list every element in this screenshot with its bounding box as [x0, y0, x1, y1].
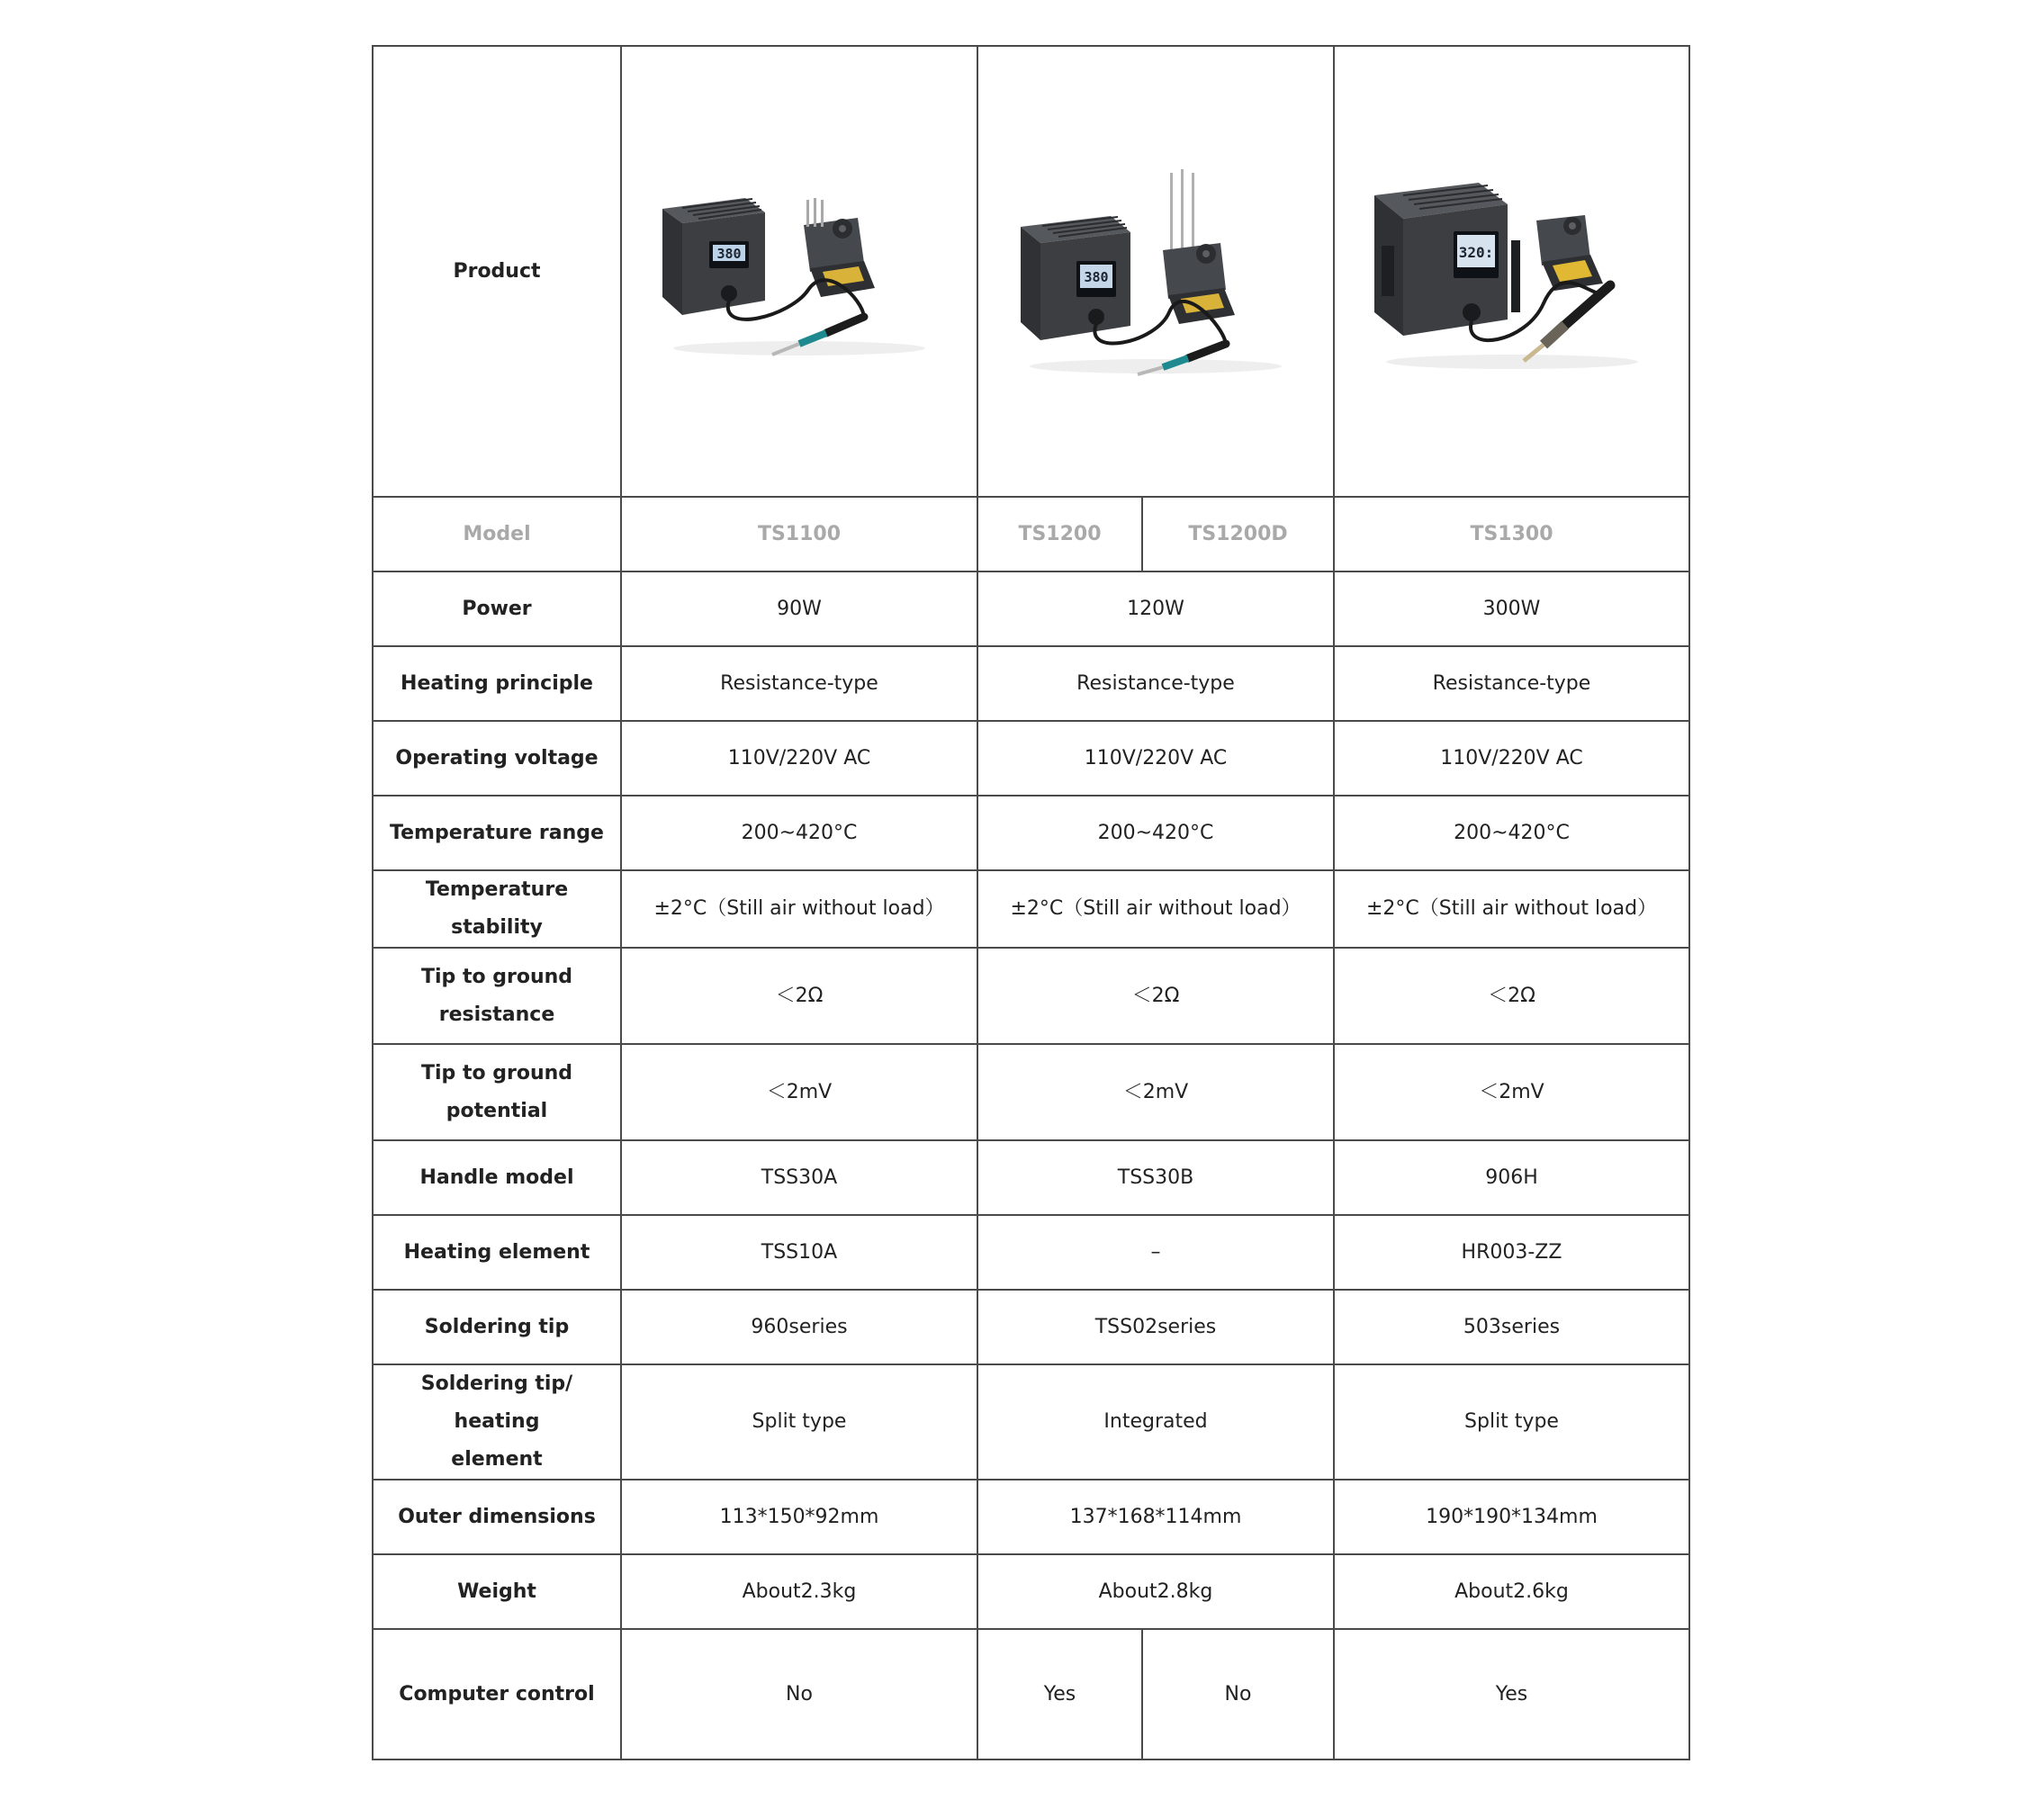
product-label: Product	[373, 46, 621, 497]
computer-control-row	[373, 1629, 1689, 1760]
temperature-range-label: Temperature range	[373, 796, 621, 870]
product-row	[373, 46, 1689, 497]
tip-ground-resistance-label-line2: resistance	[438, 1003, 555, 1026]
temperature-range-row	[373, 796, 1689, 870]
tip-ground-potential-ts1300: ＜2mV	[1334, 1044, 1689, 1140]
operating-voltage-ts1200: 110V/220V AC	[977, 721, 1334, 796]
tip-ground-resistance-row	[373, 948, 1689, 1044]
temperature-range-ts1300: 200~420°C	[1334, 796, 1689, 870]
power-ts1300: 300W	[1334, 572, 1689, 646]
tip-element-ts1200: Integrated	[977, 1364, 1334, 1480]
model-ts1200: TS1200	[977, 497, 1142, 572]
computer-control-ts1200d: No	[1142, 1629, 1334, 1760]
power-ts1100: 90W	[621, 572, 977, 646]
ts1100-display-text: 380	[716, 245, 742, 262]
temperature-stability-ts1200: ±2°C（Still air without load）	[977, 870, 1334, 948]
tip-ground-potential-row	[373, 1044, 1689, 1140]
tip-element-label-line1: Soldering tip/ heating	[420, 1372, 573, 1433]
tip-element-row	[373, 1364, 1689, 1480]
power-label: Power	[373, 572, 621, 646]
heating-principle-label: Heating principle	[373, 646, 621, 721]
soldering-station-ts1300-image	[1373, 168, 1652, 375]
outer-dimensions-ts1200: 137*168*114mm	[977, 1480, 1334, 1554]
tip-element-ts1300: Split type	[1334, 1364, 1689, 1480]
heating-principle-row	[373, 646, 1689, 721]
tip-ground-resistance-ts1200: ＜2Ω	[977, 948, 1334, 1044]
operating-voltage-label: Operating voltage	[373, 721, 621, 796]
handle-model-ts1300: 906H	[1334, 1140, 1689, 1215]
outer-dimensions-ts1300: 190*190*134mm	[1334, 1480, 1689, 1554]
soldering-tip-ts1300: 503series	[1334, 1290, 1689, 1364]
temperature-range-ts1200: 200~420°C	[977, 796, 1334, 870]
tip-ground-potential-ts1200: ＜2mV	[977, 1044, 1334, 1140]
temperature-stability-ts1300: ±2°C（Still air without load）	[1334, 870, 1689, 948]
weight-row	[373, 1554, 1689, 1629]
power-row	[373, 572, 1689, 646]
computer-control-ts1100: No	[621, 1629, 977, 1760]
handle-model-label: Handle model	[373, 1140, 621, 1215]
tip-ground-potential-ts1100: ＜2mV	[621, 1044, 977, 1140]
operating-voltage-ts1300: 110V/220V AC	[1334, 721, 1689, 796]
tip-ground-resistance-label-line1: Tip to ground	[420, 965, 573, 988]
heating-element-ts1300: HR003-ZZ	[1334, 1215, 1689, 1290]
temperature-stability-row	[373, 870, 1689, 948]
tip-ground-resistance-ts1300: ＜2Ω	[1334, 948, 1689, 1044]
computer-control-ts1200: Yes	[977, 1629, 1142, 1760]
ts1300-display-text: 320:	[1458, 243, 1493, 261]
tip-element-label	[373, 1364, 621, 1480]
tip-element-ts1100: Split type	[621, 1364, 977, 1480]
tip-ground-potential-label	[373, 1044, 621, 1140]
temperature-range-ts1100: 200~420°C	[621, 796, 977, 870]
power-ts1200: 120W	[977, 572, 1334, 646]
soldering-station-ts1100-image	[655, 182, 943, 362]
soldering-station-ts1200-image	[1012, 164, 1300, 380]
outer-dimensions-ts1100: 113*150*92mm	[621, 1480, 977, 1554]
soldering-tip-ts1200: TSS02series	[977, 1290, 1334, 1364]
temperature-stability-ts1100: ±2°C（Still air without load）	[621, 870, 977, 948]
model-ts1300: TS1300	[1334, 497, 1689, 572]
computer-control-ts1300: Yes	[1334, 1629, 1689, 1760]
handle-model-row	[373, 1140, 1689, 1215]
outer-dimensions-label: Outer dimensions	[373, 1480, 621, 1554]
spec-comparison-table	[372, 45, 1690, 1760]
operating-voltage-row	[373, 721, 1689, 796]
model-ts1100: TS1100	[621, 497, 977, 572]
weight-label: Weight	[373, 1554, 621, 1629]
soldering-tip-row	[373, 1290, 1689, 1364]
tip-ground-resistance-ts1100: ＜2Ω	[621, 948, 977, 1044]
tip-ground-resistance-label	[373, 948, 621, 1044]
computer-control-label: Computer control	[373, 1629, 621, 1760]
model-ts1200d: TS1200D	[1142, 497, 1334, 572]
heating-principle-ts1300: Resistance-type	[1334, 646, 1689, 721]
product-image-ts1100	[621, 46, 977, 497]
handle-model-ts1200: TSS30B	[977, 1140, 1334, 1215]
model-label: Model	[373, 497, 621, 572]
tip-ground-potential-label-line1: Tip to ground	[420, 1061, 573, 1084]
handle-model-ts1100: TSS30A	[621, 1140, 977, 1215]
tip-ground-potential-label-line2: potential	[446, 1099, 548, 1122]
heating-principle-ts1100: Resistance-type	[621, 646, 977, 721]
soldering-tip-label: Soldering tip	[373, 1290, 621, 1364]
weight-ts1100: About2.3kg	[621, 1554, 977, 1629]
weight-ts1200: About2.8kg	[977, 1554, 1334, 1629]
product-image-ts1300	[1334, 46, 1689, 497]
model-row	[373, 497, 1689, 572]
ts1200-display-text: 380	[1084, 268, 1109, 285]
tip-element-label-line2: element	[451, 1448, 543, 1471]
product-image-ts1200	[977, 46, 1334, 497]
soldering-tip-ts1100: 960series	[621, 1290, 977, 1364]
temperature-stability-label: Temperature stability	[373, 870, 621, 948]
heating-element-ts1100: TSS10A	[621, 1215, 977, 1290]
outer-dimensions-row	[373, 1480, 1689, 1554]
heating-element-label: Heating element	[373, 1215, 621, 1290]
heating-principle-ts1200: Resistance-type	[977, 646, 1334, 721]
weight-ts1300: About2.6kg	[1334, 1554, 1689, 1629]
heating-element-ts1200: –	[977, 1215, 1334, 1290]
heating-element-row	[373, 1215, 1689, 1290]
operating-voltage-ts1100: 110V/220V AC	[621, 721, 977, 796]
